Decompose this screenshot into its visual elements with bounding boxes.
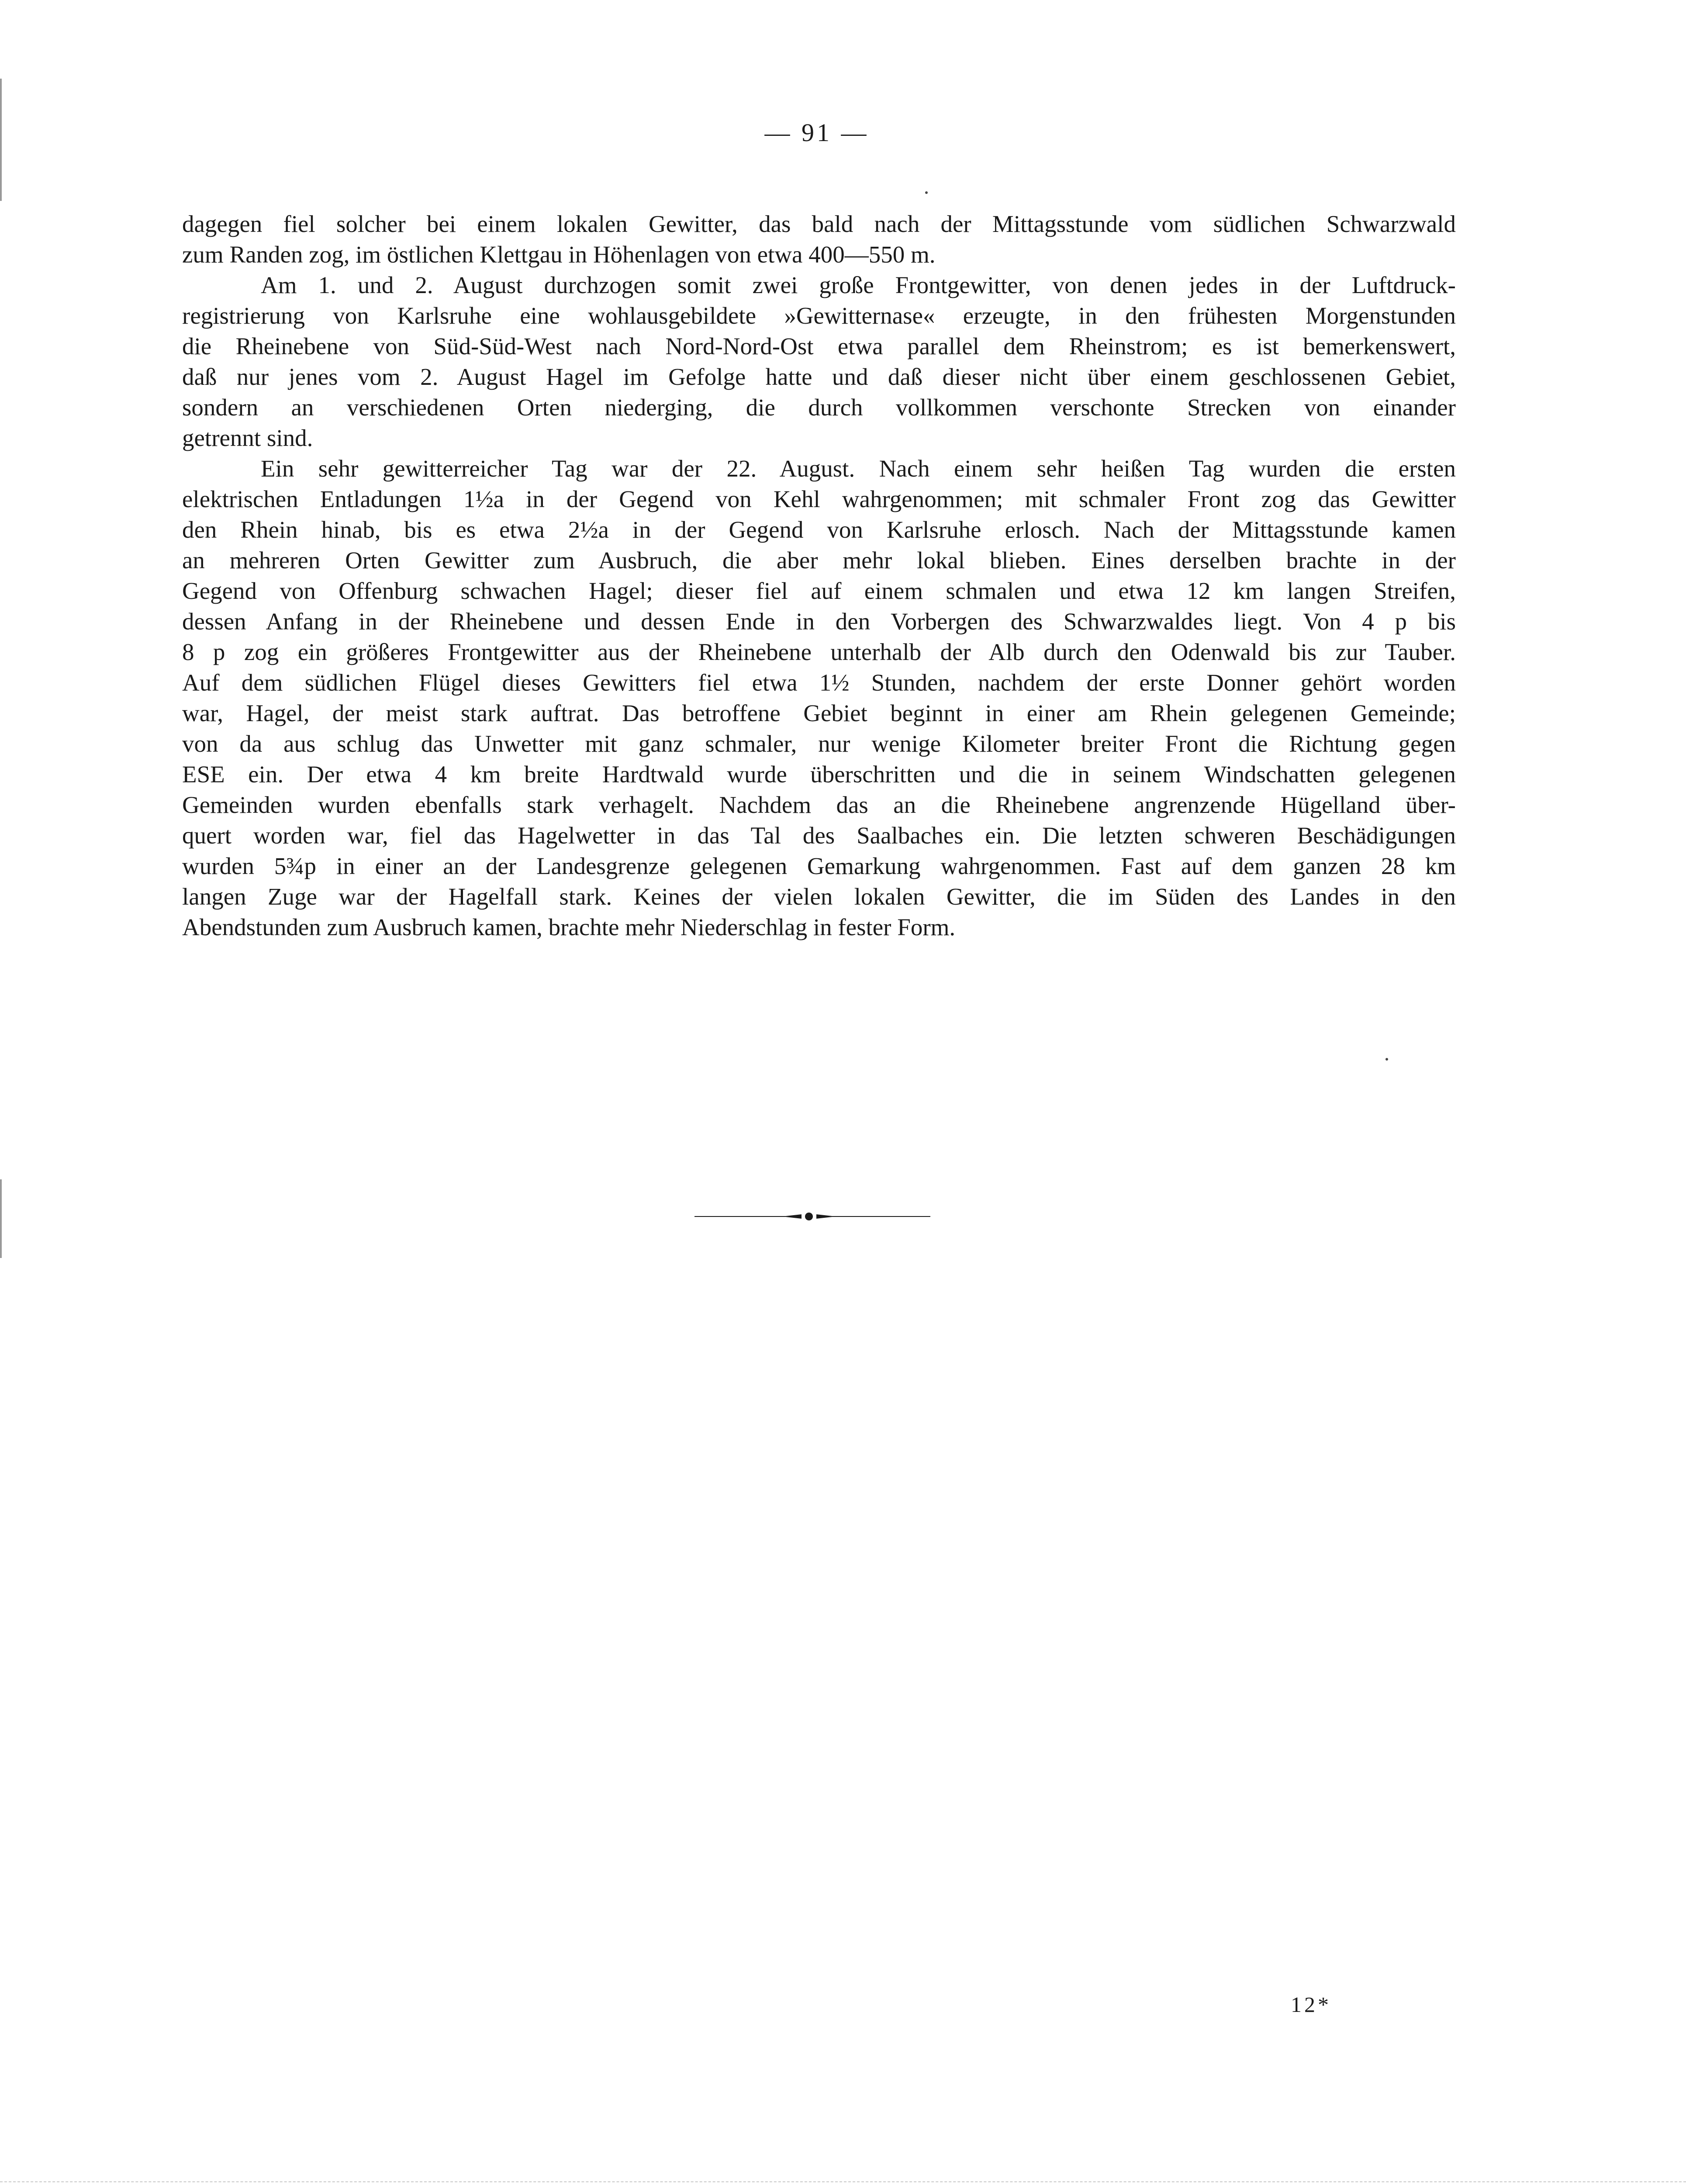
page-number: — 91 — bbox=[764, 118, 869, 147]
text-line: registrierung von Karlsruhe eine wohlausgebildete »Gewitternase« erzeugte, in den frühesten Morgenstunden bbox=[182, 302, 1456, 329]
text-line: Gemeinden wurden ebenfalls stark verhagelt. Nachdem das an die Rheinebene angrenzende Hügelland über- bbox=[182, 791, 1456, 818]
text-line: sondern an verschiedenen Orten niederging, die durch vollkommen verschonte Strecken von einander bbox=[182, 394, 1456, 421]
text-line: wurden 5¾p in einer an der Landesgrenze gelegenen Gemarkung wahrgenommen. Fast auf dem ganzen 28 km bbox=[182, 853, 1456, 879]
text-line: ESE ein. Der etwa 4 km breite Hardtwald wurde überschritten und die in seinem Windschatten gelegenen bbox=[182, 761, 1456, 788]
text-line: Am 1. und 2. August durchzogen somit zwei große Frontgewitter, von denen jedes in der Luftdruck- bbox=[261, 272, 1456, 298]
text-line: dessen Anfang in der Rheinebene und dessen Ende in den Vorbergen des Schwarzwaldes liegt. Von 4 p bis bbox=[182, 608, 1456, 635]
signature-mark: 12* bbox=[1291, 1992, 1331, 2017]
text-line: 8 p zog ein größeres Frontgewitter aus der Rheinebene unterhalb der Alb durch den Odenwald bis zur Tauber. bbox=[182, 639, 1456, 665]
text-line: die Rheinebene von Süd-Süd-West nach Nord-Nord-Ost etwa parallel dem Rheinstrom; es ist bemerkenswert, bbox=[182, 333, 1456, 359]
body-text bbox=[182, 209, 1456, 943]
text-line: dagegen fiel solcher bei einem lokalen Gewitter, das bald nach der Mittagsstunde vom südlichen Schwarzwald bbox=[182, 211, 1456, 237]
section-ornament bbox=[694, 1210, 930, 1223]
text-line: den Rhein hinab, bis es etwa 2½a in der Gegend von Karlsruhe erlosch. Nach der Mittagsstunde kamen bbox=[182, 516, 1456, 543]
text-line: zum Randen zog, im östlichen Klettgau in Höhenlagen von etwa 400—550 m. bbox=[182, 241, 936, 268]
ink-speck bbox=[925, 191, 928, 194]
paragraph-3 bbox=[182, 453, 1456, 943]
scan-edge-mark bbox=[0, 79, 2, 201]
text-line: Auf dem südlichen Flügel dieses Gewitters fiel etwa 1½ Stunden, nachdem der erste Donner gehört worden bbox=[182, 669, 1456, 696]
text-line: daß nur jenes vom 2. August Hagel im Gefolge hatte und daß dieser nicht über einem geschlossenen Gebiet, bbox=[182, 363, 1456, 390]
text-line: elektrischen Entladungen 1½a in der Gegend von Kehl wahrgenommen; mit schmaler Front zog das Gewitter bbox=[182, 486, 1456, 512]
paragraph-1 bbox=[182, 209, 1456, 270]
text-line: an mehreren Orten Gewitter zum Ausbruch, die aber mehr lokal blieben. Eines derselben brachte in der bbox=[182, 547, 1456, 574]
text-line: Gegend von Offenburg schwachen Hagel; dieser fiel auf einem schmalen und etwa 12 km langen Streifen, bbox=[182, 577, 1456, 604]
scan-bottom-edge bbox=[0, 2181, 1686, 2184]
text-line: Abendstunden zum Ausbruch kamen, brachte mehr Niederschlag in fester Form. bbox=[182, 914, 956, 940]
text-line: von da aus schlug das Unwetter mit ganz schmaler, nur wenige Kilometer breiter Front die Richtung gegen bbox=[182, 730, 1456, 757]
text-line: langen Zuge war der Hagelfall stark. Keines der vielen lokalen Gewitter, die im Süden des Landes in den bbox=[182, 883, 1456, 910]
scan-edge-mark bbox=[0, 1179, 2, 1258]
ink-speck bbox=[1385, 1058, 1388, 1061]
text-line: war, Hagel, der meist stark auftrat. Das betroffene Gebiet beginnt in einer am Rhein gelegenen Gemeinde; bbox=[182, 700, 1456, 726]
text-line: Ein sehr gewitterreicher Tag war der 22. August. Nach einem sehr heißen Tag wurden die ersten bbox=[261, 455, 1456, 482]
text-line: quert worden war, fiel das Hagelwetter in das Tal des Saalbaches ein. Die letzten schweren Beschädigungen bbox=[182, 822, 1456, 849]
text-line: getrennt sind. bbox=[182, 425, 313, 451]
paragraph-2 bbox=[182, 270, 1456, 453]
